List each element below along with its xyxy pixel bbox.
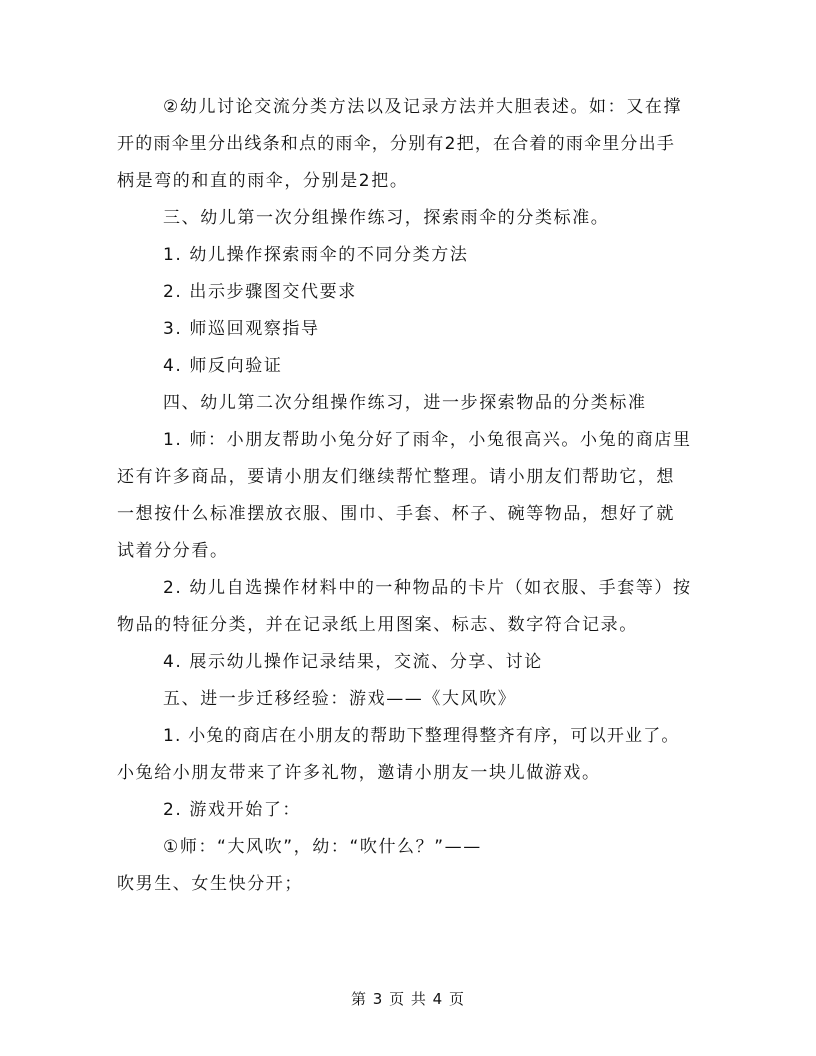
list-item: 3. 师巡回观察指导 — [163, 319, 320, 339]
list-item: 4. 展示幼儿操作记录结果，交流、分享、讨论 — [163, 652, 543, 672]
section-heading-5: 五、进一步迁移经验：游戏——《大风吹》 — [163, 689, 517, 709]
paragraph-line: 吹男生、女生快分开； — [117, 874, 303, 894]
paragraph-line: 小兔给小朋友带来了许多礼物，邀请小朋友一块儿做游戏。 — [117, 763, 601, 783]
paragraph-line: 2. 幼儿自选操作材料中的一种物品的卡片（如衣服、手套等）按 — [163, 578, 692, 598]
paragraph-line: 物品的特征分类，并在记录纸上用图案、标志、数字符合记录。 — [117, 615, 638, 635]
page-number-footer: 第 3 页 共 4 页 — [351, 990, 465, 1008]
section-heading-3: 三、幼儿第一次分组操作练习，探索雨伞的分类标准。 — [163, 208, 610, 228]
list-item: 2. 出示步骤图交代要求 — [163, 282, 357, 302]
paragraph-line: ①师：“大风吹”，幼：“吹什么？”—— — [163, 837, 482, 857]
list-item: 4. 师反向验证 — [163, 356, 283, 376]
paragraph-line: 试着分分看。 — [117, 541, 229, 561]
paragraph-line: 一想按什么标准摆放衣服、围巾、手套、杯子、碗等物品，想好了就 — [117, 504, 675, 524]
paragraph-line: 还有许多商品，要请小朋友们继续帮忙整理。请小朋友们帮助它，想 — [117, 467, 675, 487]
list-item: 1. 幼儿操作探索雨伞的不同分类方法 — [163, 245, 469, 265]
paragraph-line: 1. 小兔的商店在小朋友的帮助下整理得整齐有序，可以开业了。 — [163, 726, 680, 746]
section-heading-4: 四、幼儿第二次分组操作练习，进一步探索物品的分类标准 — [163, 393, 647, 413]
paragraph-line: 开的雨伞里分出线条和点的雨伞，分别有2把，在合着的雨伞里分出手 — [117, 134, 676, 154]
paragraph-line: 柄是弯的和直的雨伞，分别是2把。 — [117, 171, 409, 191]
paragraph-line: 1. 师：小朋友帮助小兔分好了雨伞，小兔很高兴。小兔的商店里 — [163, 430, 692, 450]
paragraph-line: 2. 游戏开始了： — [163, 800, 302, 820]
paragraph-line: ②幼儿讨论交流分类方法以及记录方法并大胆表述。如：又在撑 — [163, 97, 683, 117]
